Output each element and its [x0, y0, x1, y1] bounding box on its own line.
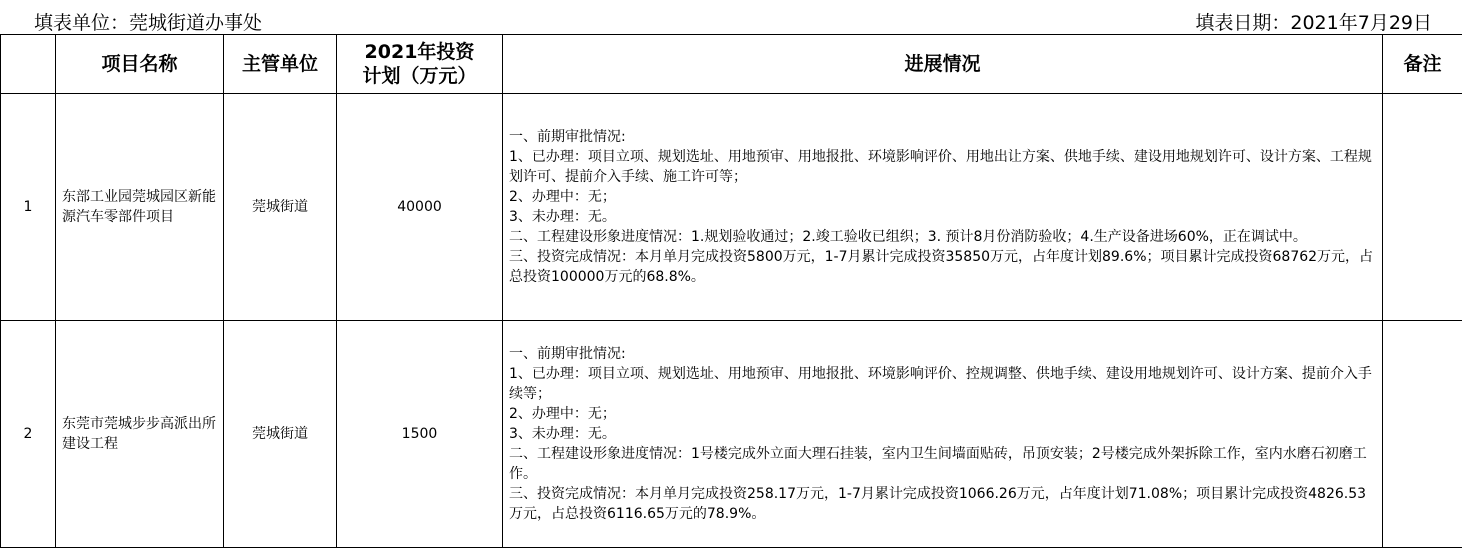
- header-department: 主管单位: [224, 35, 337, 94]
- header-plan-line2: 计划（万元）: [362, 65, 477, 87]
- progress-line: 二、工程建设形象进度情况：1号楼完成外立面大理石挂装，室内卫生间墙面贴砖，吊顶安装；2号楼完成外架拆除工作，室内水磨石初磨工作。: [509, 446, 1367, 482]
- filling-unit: 填表单位：莞城街道办事处: [34, 12, 263, 34]
- table-row: [1, 321, 1462, 548]
- row-investment-plan: 1500: [337, 321, 503, 548]
- row-project-name: 东莞市莞城步步高派出所建设工程: [56, 321, 224, 548]
- header-project-name: 项目名称: [56, 35, 224, 94]
- project-progress-table: [0, 34, 1462, 548]
- table-row: [1, 94, 1462, 321]
- progress-line: 二、工程建设形象进度情况：1.规划验收通过；2.竣工验收已组织；3. 预计8月份消防验收；4.生产设备进场60%，正在调试中。: [509, 229, 1307, 245]
- row-department: 莞城街道: [224, 94, 337, 321]
- progress-line: 1、已办理：项目立项、规划选址、用地预审、用地报批、环境影响评价、控规调整、供地手续、建设用地规划许可、设计方案、提前介入手续等；: [509, 366, 1372, 402]
- row-department: 莞城街道: [224, 321, 337, 548]
- progress-line: 2、办理中：无；: [509, 189, 616, 205]
- progress-line: 3、未办理：无。: [509, 426, 616, 442]
- row-project-name: 东部工业园莞城园区新能源汽车零部件项目: [56, 94, 224, 321]
- filling-date: 填表日期：2021年7月29日: [1195, 12, 1432, 34]
- header-index: [1, 35, 56, 94]
- progress-line: 一、前期审批情况:: [509, 129, 626, 145]
- report-header: [0, 0, 1462, 34]
- progress-line: 3、未办理：无。: [509, 209, 616, 225]
- progress-line: 三、投资完成情况：本月单月完成投资258.17万元，1-7月累计完成投资1066.26万元，占年度计划71.08%；项目累计完成投资4826.53万元，占总投资6116.65万元的78.9%。: [509, 486, 1367, 522]
- header-plan-line1: 2021年投资: [364, 41, 475, 63]
- row-progress: [503, 321, 1383, 548]
- progress-line: 一、前期审批情况:: [509, 346, 626, 362]
- row-remark: [1383, 94, 1462, 321]
- row-index: 1: [1, 94, 56, 321]
- progress-line: 三、投资完成情况：本月单月完成投资5800万元，1-7月累计完成投资35850万元，占年度计划89.6%；项目累计完成投资68762万元，占总投资100000万元的68.8%。: [509, 249, 1374, 285]
- table-header-row: [1, 35, 1462, 94]
- header-investment-plan: [337, 35, 503, 94]
- progress-line: 2、办理中：无；: [509, 406, 616, 422]
- row-index: 2: [1, 321, 56, 548]
- progress-line: 1、已办理：项目立项、规划选址、用地预审、用地报批、环境影响评价、用地出让方案、供地手续、建设用地规划许可、设计方案、工程规划许可、提前介入手续、施工许可等；: [509, 149, 1372, 185]
- header-remark: 备注: [1383, 35, 1462, 94]
- row-investment-plan: 40000: [337, 94, 503, 321]
- header-progress: 进展情况: [503, 35, 1383, 94]
- row-remark: [1383, 321, 1462, 548]
- row-progress: [503, 94, 1383, 321]
